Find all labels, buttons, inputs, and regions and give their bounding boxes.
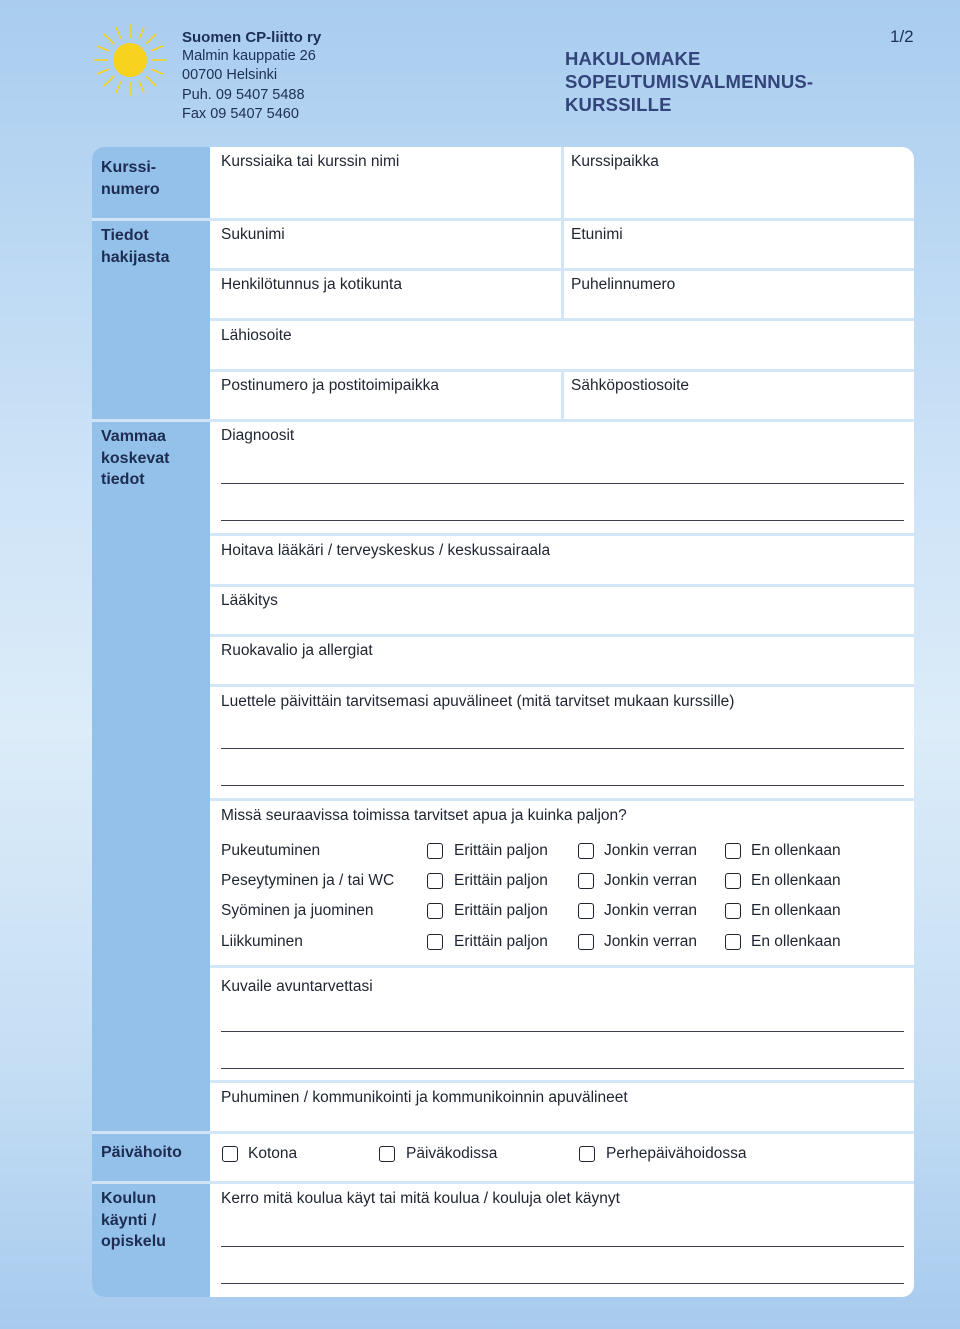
option-somewhat: Jonkin verran [604,933,698,950]
title-line-1: HAKULOMAKE [565,48,701,69]
daycare-option-kindergarten: Päiväkodissa [406,1145,498,1162]
email-field[interactable]: Sähköpostiosoite [571,377,690,394]
section-label-line: Kurssi- [101,159,157,176]
activity-moving: Liikkuminen [221,933,303,950]
section-label-line: koskevat [101,449,170,467]
row-divider [210,965,914,968]
section-course-number [101,157,160,200]
doctor-field[interactable]: Hoitava lääkäri / terveyskeskus / keskussairaala [221,542,551,559]
column-divider [561,369,564,419]
row-divider [210,684,914,687]
checkbox-moving-somewhat[interactable] [578,934,594,950]
writing-line [221,1031,904,1032]
org-address-line1: Malmin kauppatie 26 [182,48,316,65]
ssn-municipality-field[interactable]: Henkilötunnus ja kotikunta [221,276,402,293]
option-very-much: Erittäin paljon [454,872,548,889]
help-question: Missä seuraavissa toimissa tarvitset apua ja kuinka paljon? [221,807,627,824]
checkbox-moving-very-much[interactable] [427,934,443,950]
writing-line [221,1283,904,1284]
phone-number-field[interactable]: Puhelinnumero [571,276,676,293]
checkbox-washing-not-at-all[interactable] [725,873,741,889]
organization-info [182,28,321,124]
option-somewhat: Jonkin verran [604,902,698,919]
option-not-at-all: En ollenkaan [751,842,841,859]
medication-field[interactable]: Lääkitys [221,592,278,609]
column-divider [561,218,564,319]
sun-logo-icon [92,22,168,98]
communication-field[interactable]: Puhuminen / kommunikointi ja kommunikoinnin apuvälineet [221,1089,628,1106]
writing-line [221,748,904,749]
surname-field[interactable]: Sukunimi [221,226,285,243]
sidebar-divider [92,1181,210,1184]
school-field[interactable]: Kerro mitä koulua käyt tai mitä koulua / kouluja olet käynyt [221,1190,620,1207]
checkbox-eating-very-much[interactable] [427,903,443,919]
org-fax: Fax 09 5407 5460 [182,105,299,122]
postal-field[interactable]: Postinumero ja postitoimipaikka [221,377,439,394]
option-very-much: Erittäin paljon [454,933,548,950]
activity-washing: Peseytyminen ja / tai WC [221,872,395,889]
row-divider [210,533,914,536]
daycare-option-family: Perhepäivähoidossa [606,1145,747,1162]
title-line-2: SOPEUTUMISVALMENNUS- [565,71,814,92]
sidebar-divider [92,419,210,422]
section-label-line: tiedot [101,471,145,488]
option-very-much: Erittäin paljon [454,902,548,919]
option-very-much: Erittäin paljon [454,842,548,859]
writing-line [221,1246,904,1247]
document-title [565,47,813,116]
option-not-at-all: En ollenkaan [751,902,841,919]
org-phone: Puh. 09 5407 5488 [182,86,305,103]
row-divider [210,1131,914,1134]
writing-line [221,520,904,521]
org-address-line2: 00700 Helsinki [182,67,278,84]
section-label-line: Koulun [101,1190,157,1207]
checkbox-eating-somewhat[interactable] [578,903,594,919]
row-divider [210,1080,914,1083]
page-number: 1/2 [890,27,914,46]
section-label-line: käynti / [101,1211,157,1229]
checkbox-daycare-kindergarten[interactable] [379,1146,395,1162]
row-divider [210,584,914,587]
course-time-field[interactable]: Kurssiaika tai kurssin nimi [221,153,400,170]
writing-line [221,785,904,786]
checkbox-dressing-somewhat[interactable] [578,843,594,859]
section-label-line: numero [101,180,160,198]
diagnoses-field[interactable]: Diagnoosit [221,427,295,444]
title-line-3: KURSSILLE [565,94,672,115]
course-place-field[interactable]: Kurssipaikka [571,153,659,170]
row-divider [210,1181,914,1184]
assistive-devices-field[interactable]: Luettele päivittäin tarvitsemasi apuvälineet (mitä tarvitset mukaan kurssille) [221,693,735,710]
checkbox-dressing-very-much[interactable] [427,843,443,859]
column-divider [561,147,564,218]
sidebar-divider [92,1131,210,1134]
section-daycare [101,1142,182,1164]
activity-dressing: Pukeutuminen [221,842,321,859]
checkbox-eating-not-at-all[interactable] [725,903,741,919]
checkbox-washing-very-much[interactable] [427,873,443,889]
section-label-line: Tiedot [101,227,149,244]
option-somewhat: Jonkin verran [604,872,698,889]
section-label-line: Vammaa [101,428,166,445]
section-label-line: opiskelu [101,1233,166,1250]
describe-help-field[interactable]: Kuvaile avuntarvettasi [221,978,373,995]
section-label-line: hakijasta [101,248,170,266]
section-disability-info [101,426,170,491]
checkbox-daycare-home[interactable] [222,1146,238,1162]
writing-line [221,483,904,484]
section-schooling [101,1188,166,1253]
first-name-field[interactable]: Etunimi [571,226,623,243]
application-form [92,147,914,1297]
checkbox-dressing-not-at-all[interactable] [725,843,741,859]
org-name: Suomen CP-liitto ry [182,29,322,46]
option-not-at-all: En ollenkaan [751,872,841,889]
row-divider [210,798,914,801]
diet-allergies-field[interactable]: Ruokavalio ja allergiat [221,642,373,659]
row-divider [210,634,914,637]
section-applicant-info [101,225,169,268]
daycare-option-home: Kotona [248,1145,298,1162]
street-address-field[interactable]: Lähiosoite [221,327,292,344]
checkbox-washing-somewhat[interactable] [578,873,594,889]
activity-eating: Syöminen ja juominen [221,902,374,919]
checkbox-daycare-family[interactable] [579,1146,595,1162]
section-label-line: Päivähoito [101,1144,182,1161]
writing-line [221,1068,904,1069]
row-divider [210,419,914,422]
sidebar-divider [92,218,210,221]
checkbox-moving-not-at-all[interactable] [725,934,741,950]
option-not-at-all: En ollenkaan [751,933,841,950]
option-somewhat: Jonkin verran [604,842,698,859]
section-sidebar [92,147,210,1297]
